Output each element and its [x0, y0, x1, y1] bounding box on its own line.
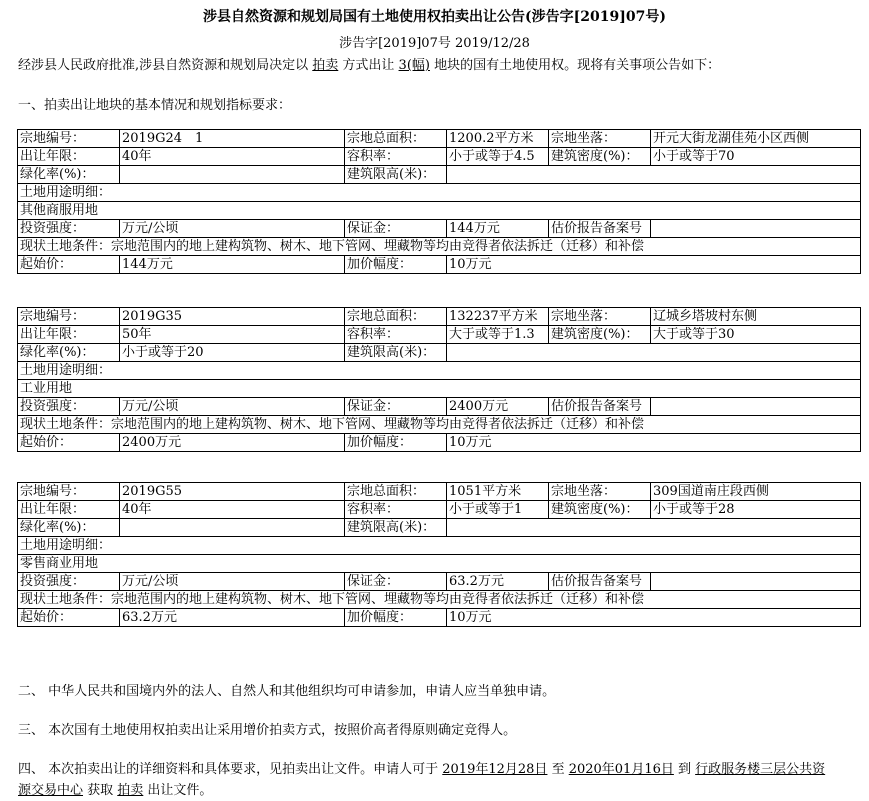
- label-deposit: 保证金：: [345, 573, 447, 591]
- section-3: 三、 本次国有土地使用权拍卖出让采用增价拍卖方式，按照价高者得原则确定竞得人。: [18, 723, 517, 738]
- label-location: 宗地坐落：: [549, 308, 651, 326]
- row-green: [18, 519, 861, 537]
- condition-cell: [18, 591, 861, 609]
- value-far: 大于或等于1.3: [447, 326, 549, 344]
- value-density: 小于或等于28: [651, 501, 861, 519]
- label-appraisal: 估价报告备案号: [549, 573, 651, 591]
- value-appraisal: [651, 573, 861, 591]
- value-deposit: 63.2万元: [447, 573, 549, 591]
- value-height: [447, 519, 861, 537]
- row-green: [18, 344, 861, 362]
- value-term: 40年: [120, 501, 345, 519]
- label-deposit: 保证金：: [345, 398, 447, 416]
- label-green: 绿化率(%)：: [18, 519, 120, 537]
- intro-count: 3(幅): [398, 58, 430, 73]
- label-area: 宗地总面积：: [345, 130, 447, 148]
- section-4-c: 到: [673, 762, 696, 777]
- label-appraisal: 估价报告备案号: [549, 220, 651, 238]
- intro-before: 经涉县人民政府批准,涉县自然资源和规划局决定以: [18, 58, 313, 73]
- value-increment: 10万元: [447, 434, 861, 452]
- label-far: 容积率：: [345, 501, 447, 519]
- label-increment: 加价幅度：: [345, 609, 447, 627]
- section-4-a: 四、 本次拍卖出让的详细资料和具体要求，见拍卖出让文件。申请人可于: [18, 762, 443, 777]
- value-area: 1200.2平方米: [447, 130, 549, 148]
- label-height: 建筑限高(米)：: [345, 166, 447, 184]
- value-parcel-no: 2019G35: [120, 308, 345, 326]
- section-1-heading: 一、拍卖出让地块的基本情况和规划指标要求：: [18, 98, 292, 113]
- label-height: 建筑限高(米)：: [345, 344, 447, 362]
- label-parcel-no: 宗地编号：: [18, 130, 120, 148]
- row-price: [18, 256, 861, 274]
- row-basic: [18, 483, 861, 501]
- label-parcel-no: 宗地编号：: [18, 308, 120, 326]
- label-invest: 投资强度：: [18, 573, 120, 591]
- value-height: [447, 344, 861, 362]
- value-area: 132237平方米: [447, 308, 549, 326]
- value-term: 40年: [120, 148, 345, 166]
- row-condition: [18, 238, 861, 256]
- label-green: 绿化率(%)：: [18, 344, 120, 362]
- announcement-number-date: 涉告字[2019]07号 2019/12/28: [339, 36, 530, 51]
- label-density: 建筑密度(%)：: [549, 148, 651, 166]
- label-density: 建筑密度(%)：: [549, 326, 651, 344]
- section-4-line-2: [18, 779, 212, 798]
- row-price: [18, 609, 861, 627]
- row-green: [18, 166, 861, 184]
- row-use-value: [18, 555, 861, 573]
- date-from-link[interactable]: 2019年12月28日: [442, 762, 548, 777]
- label-start: 起始价：: [18, 256, 120, 274]
- label-area: 宗地总面积：: [345, 308, 447, 326]
- value-use: 工业用地: [18, 380, 861, 398]
- intro-method: 拍卖: [312, 58, 339, 73]
- row-basic: [18, 308, 861, 326]
- label-deposit: 保证金：: [345, 220, 447, 238]
- value-parcel-no: 2019G55: [120, 483, 345, 501]
- label-condition: 现状土地条件：: [20, 417, 112, 432]
- value-parcel-no: 2019G24 1: [120, 130, 345, 148]
- parcel-table-2: [17, 307, 861, 452]
- value-deposit: 144万元: [447, 220, 549, 238]
- label-invest: 投资强度：: [18, 398, 120, 416]
- row-basic: [18, 130, 861, 148]
- value-far: 小于或等于4.5: [447, 148, 549, 166]
- value-condition: 宗地范围内的地上建构筑物、树木、地下管网、埋藏物等均由竞得者依法拆迁（迁移）和补偿: [111, 592, 645, 607]
- condition-cell: [18, 416, 861, 434]
- intro-after: 地块的国有土地使用权。现将有关事项公告如下：: [429, 58, 721, 73]
- place-link-cont[interactable]: 源交易中心: [18, 783, 84, 798]
- value-appraisal: [651, 220, 861, 238]
- row-invest: [18, 220, 861, 238]
- value-condition: 宗地范围内的地上建构筑物、树木、地下管网、埋藏物等均由竞得者依法拆迁（迁移）和补偿: [111, 417, 645, 432]
- date-to-link[interactable]: 2020年01月16日: [568, 762, 674, 777]
- label-area: 宗地总面积：: [345, 483, 447, 501]
- label-condition: 现状土地条件：: [20, 239, 112, 254]
- value-start: 63.2万元: [120, 609, 345, 627]
- label-parcel-no: 宗地编号：: [18, 483, 120, 501]
- row-term: [18, 148, 861, 166]
- value-area: 1051平方米: [447, 483, 549, 501]
- parcel-table-1: [17, 129, 861, 274]
- value-green: 小于或等于20: [120, 344, 345, 362]
- row-invest: [18, 573, 861, 591]
- value-term: 50年: [120, 326, 345, 344]
- value-increment: 10万元: [447, 609, 861, 627]
- value-density: 小于或等于70: [651, 148, 861, 166]
- section-4-e: 出让文件。: [143, 783, 213, 798]
- label-height: 建筑限高(米)：: [345, 519, 447, 537]
- label-use: 土地用途明细：: [18, 537, 861, 555]
- label-condition: 现状土地条件：: [20, 592, 112, 607]
- value-density: 大于或等于30: [651, 326, 861, 344]
- value-location: 辽城乡塔坡村东侧: [651, 308, 861, 326]
- label-use: 土地用途明细：: [18, 184, 861, 202]
- value-appraisal: [651, 398, 861, 416]
- row-use-value: [18, 380, 861, 398]
- row-use-label: [18, 184, 861, 202]
- label-start: 起始价：: [18, 434, 120, 452]
- intro-paragraph: [18, 54, 720, 73]
- row-use-label: [18, 362, 861, 380]
- parcel-table-3: [17, 482, 861, 627]
- label-location: 宗地坐落：: [549, 483, 651, 501]
- label-use: 土地用途明细：: [18, 362, 861, 380]
- row-use-value: [18, 202, 861, 220]
- value-deposit: 2400万元: [447, 398, 549, 416]
- label-term: 出让年限：: [18, 326, 120, 344]
- value-start: 144万元: [120, 256, 345, 274]
- section-4-b: 至: [547, 762, 569, 777]
- row-term: [18, 501, 861, 519]
- section-4-d: 获取: [83, 783, 118, 798]
- value-increment: 10万元: [447, 256, 861, 274]
- value-condition: 宗地范围内的地上建构筑物、树木、地下管网、埋藏物等均由竞得者依法拆迁（迁移）和补偿: [111, 239, 645, 254]
- label-green: 绿化率(%)：: [18, 166, 120, 184]
- value-use: 其他商服用地: [18, 202, 861, 220]
- row-use-label: [18, 537, 861, 555]
- value-invest: 万元/公顷: [120, 220, 345, 238]
- label-increment: 加价幅度：: [345, 256, 447, 274]
- value-use: 零售商业用地: [18, 555, 861, 573]
- row-invest: [18, 398, 861, 416]
- label-term: 出让年限：: [18, 148, 120, 166]
- label-far: 容积率：: [345, 326, 447, 344]
- label-appraisal: 估价报告备案号: [549, 398, 651, 416]
- row-price: [18, 434, 861, 452]
- condition-cell: [18, 238, 861, 256]
- section-4-line-1: [18, 758, 825, 777]
- value-height: [447, 166, 861, 184]
- value-location: 开元大街龙湖佳苑小区西侧: [651, 130, 861, 148]
- value-far: 小于或等于1: [447, 501, 549, 519]
- value-green: [120, 166, 345, 184]
- value-location: 309国道南庄段西侧: [651, 483, 861, 501]
- label-location: 宗地坐落：: [549, 130, 651, 148]
- row-term: [18, 326, 861, 344]
- value-start: 2400万元: [120, 434, 345, 452]
- label-invest: 投资强度：: [18, 220, 120, 238]
- label-density: 建筑密度(%)：: [549, 501, 651, 519]
- row-condition: [18, 416, 861, 434]
- label-increment: 加价幅度：: [345, 434, 447, 452]
- method-link[interactable]: 拍卖: [117, 783, 144, 798]
- value-invest: 万元/公顷: [120, 573, 345, 591]
- value-invest: 万元/公顷: [120, 398, 345, 416]
- label-term: 出让年限：: [18, 501, 120, 519]
- value-green: [120, 519, 345, 537]
- row-condition: [18, 591, 861, 609]
- page-title: 涉县自然资源和规划局国有土地使用权拍卖出让公告(涉告字[2019]07号): [203, 9, 666, 25]
- intro-middle: 方式出让: [338, 58, 399, 73]
- label-start: 起始价：: [18, 609, 120, 627]
- label-far: 容积率：: [345, 148, 447, 166]
- place-link[interactable]: 行政服务楼三层公共资: [695, 762, 826, 777]
- section-2: 二、 中华人民共和国境内外的法人、自然人和其他组织均可申请参加，申请人应当单独申请。: [18, 684, 556, 699]
